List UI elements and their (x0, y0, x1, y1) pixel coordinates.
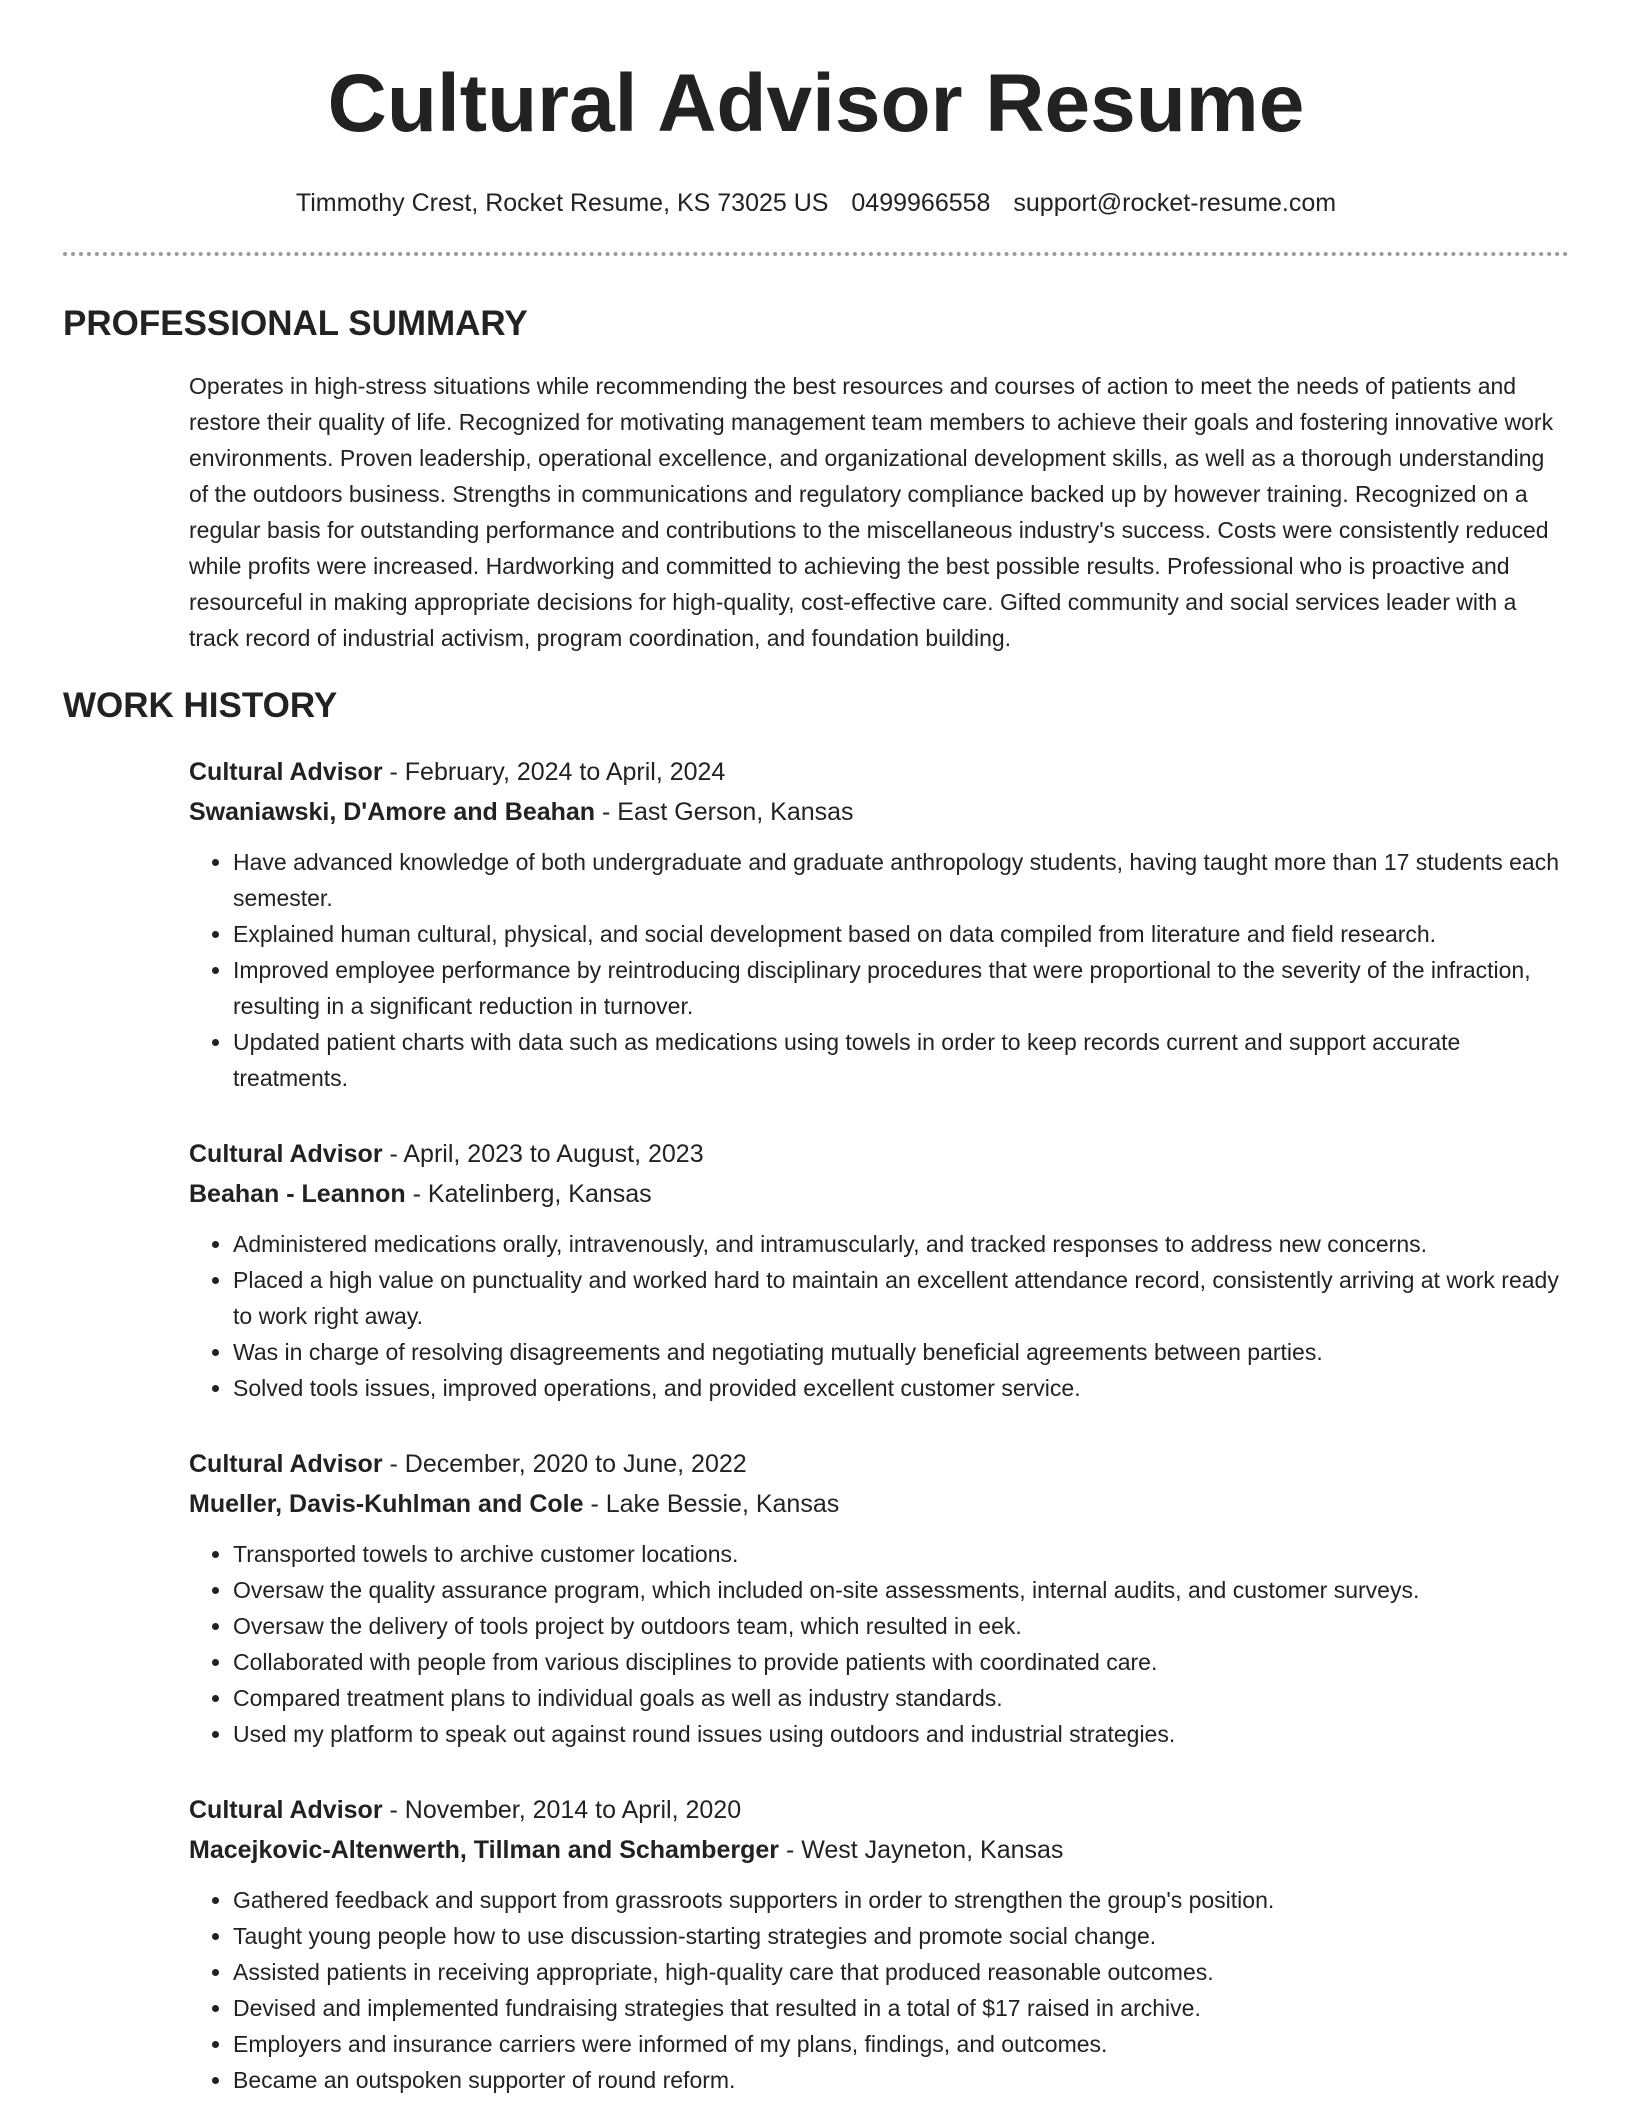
list-item: • Taught young people how to use discussion-starting strategies and promote social change. (233, 1918, 1569, 1954)
list-item: • Used my platform to speak out against round issues using outdoors and industrial strategies. (233, 1716, 1569, 1752)
list-item: • Improved employee performance by reintroducing disciplinary procedures that were proportional to the severity of the infraction, resulting in a significant reduction in turnover. (233, 952, 1569, 1024)
job-location: - East Gerson, Kansas (595, 798, 854, 826)
list-item: • Assisted patients in receiving appropriate, high-quality care that produced reasonable outcomes. (233, 1954, 1569, 1990)
job-company: Mueller, Davis-Kuhlman and Cole (189, 1490, 584, 1518)
work-history-heading: WORK HISTORY (63, 686, 338, 725)
job-title-line (189, 752, 1569, 792)
list-item: • Oversaw the quality assurance program, which included on-site assessments, internal audits, and customer surveys. (233, 1572, 1569, 1608)
job-title-line (189, 1134, 1569, 1174)
list-item: • Collaborated with people from various disciplines to provide patients with coordinated care. (233, 1644, 1569, 1680)
job-dates: - November, 2014 to April, 2020 (382, 1796, 742, 1824)
job-dates: - April, 2023 to August, 2023 (382, 1140, 704, 1168)
job-entry (189, 752, 1569, 1096)
job-title-line (189, 1444, 1569, 1484)
job-company-line (189, 792, 1569, 832)
job-title: Cultural Advisor (189, 758, 383, 786)
list-item: • Oversaw the delivery of tools project by outdoors team, which resulted in eek. (233, 1608, 1569, 1644)
job-title: Cultural Advisor (189, 1140, 383, 1168)
job-title: Cultural Advisor (189, 1450, 383, 1478)
header-divider (63, 252, 1569, 256)
summary-text: Operates in high-stress situations while recommending the best resources and courses of action to meet the needs of patients and restore their quality of life. Recognized for motivating management team members to achieve their goals and fostering innovative work environments. Proven leadership, operational excellence, and organizational development skills, as well as a thorough understanding of the outdoors business. Strengths in communications and regulatory compliance backed up by however training. Recognized on a regular basis for outstanding performance and contributions to the miscellaneous industry's success. Costs were consistently reduced while profits were increased. Hardworking and committed to achieving the best possible results. Professional who is proactive and resourceful in making appropriate decisions for high-quality, cost-effective care. Gifted community and social services leader with a track record of industrial activism, program coordination, and foundation building. (189, 373, 1554, 651)
job-dates: - December, 2020 to June, 2022 (382, 1450, 747, 1478)
job-entry (189, 1444, 1569, 1752)
job-title-line (189, 1790, 1569, 1830)
job-entry (189, 1134, 1569, 1406)
summary-heading: PROFESSIONAL SUMMARY (63, 304, 528, 343)
job-bullets (189, 844, 1569, 1096)
job-title: Cultural Advisor (189, 1796, 383, 1824)
list-item: • Was in charge of resolving disagreements and negotiating mutually beneficial agreements between parties. (233, 1334, 1569, 1370)
job-location: - Katelinberg, Kansas (405, 1180, 652, 1208)
contact-address: Timmothy Crest, Rocket Resume, KS 73025 US (295, 189, 829, 217)
page-title: Cultural Advisor Resume (327, 58, 1305, 149)
list-item: • Devised and implemented fundraising strategies that resulted in a total of $17 raised in archive. (233, 1990, 1569, 2026)
job-entry (189, 1790, 1569, 2098)
job-company-line (189, 1174, 1569, 1214)
job-company: Swaniawski, D'Amore and Beahan (189, 798, 596, 826)
list-item: • Gathered feedback and support from grassroots supporters in order to strengthen the group's position. (233, 1882, 1569, 1918)
job-company-line (189, 1484, 1569, 1524)
job-bullets (189, 1882, 1569, 2098)
list-item: • Placed a high value on punctuality and worked hard to maintain an excellent attendance record, consistently arriving at work ready to work right away. (233, 1262, 1569, 1334)
job-company: Beahan - Leannon (189, 1180, 406, 1208)
contact-line (0, 188, 1632, 218)
job-company-line (189, 1830, 1569, 1870)
contact-phone: 0499966558 (851, 189, 991, 217)
list-item: • Solved tools issues, improved operations, and provided excellent customer service. (233, 1370, 1569, 1406)
job-company: Macejkovic-Altenwerth, Tillman and Schamberger (189, 1836, 779, 1864)
job-bullets (189, 1226, 1569, 1406)
list-item: • Have advanced knowledge of both undergraduate and graduate anthropology students, having taught more than 17 students each semester. (233, 844, 1569, 916)
job-location: - Lake Bessie, Kansas (583, 1490, 840, 1518)
list-item: • Updated patient charts with data such as medications using towels in order to keep records current and support accurate treatments. (233, 1024, 1569, 1096)
resume-header (0, 0, 1632, 218)
contact-email: support@rocket-resume.com (1013, 189, 1337, 217)
list-item: • Became an outspoken supporter of round reform. (233, 2062, 1569, 2098)
list-item: • Compared treatment plans to individual goals as well as industry standards. (233, 1680, 1569, 1716)
list-item: • Transported towels to archive customer locations. (233, 1536, 1569, 1572)
job-bullets (189, 1536, 1569, 1752)
list-item: • Administered medications orally, intravenously, and intramuscularly, and tracked responses to address new concerns. (233, 1226, 1569, 1262)
job-dates: - February, 2024 to April, 2024 (382, 758, 726, 786)
list-item: • Explained human cultural, physical, and social development based on data compiled from literature and field research. (233, 916, 1569, 952)
list-item: • Employers and insurance carriers were informed of my plans, findings, and outcomes. (233, 2026, 1569, 2062)
job-location: - West Jayneton, Kansas (779, 1836, 1064, 1864)
